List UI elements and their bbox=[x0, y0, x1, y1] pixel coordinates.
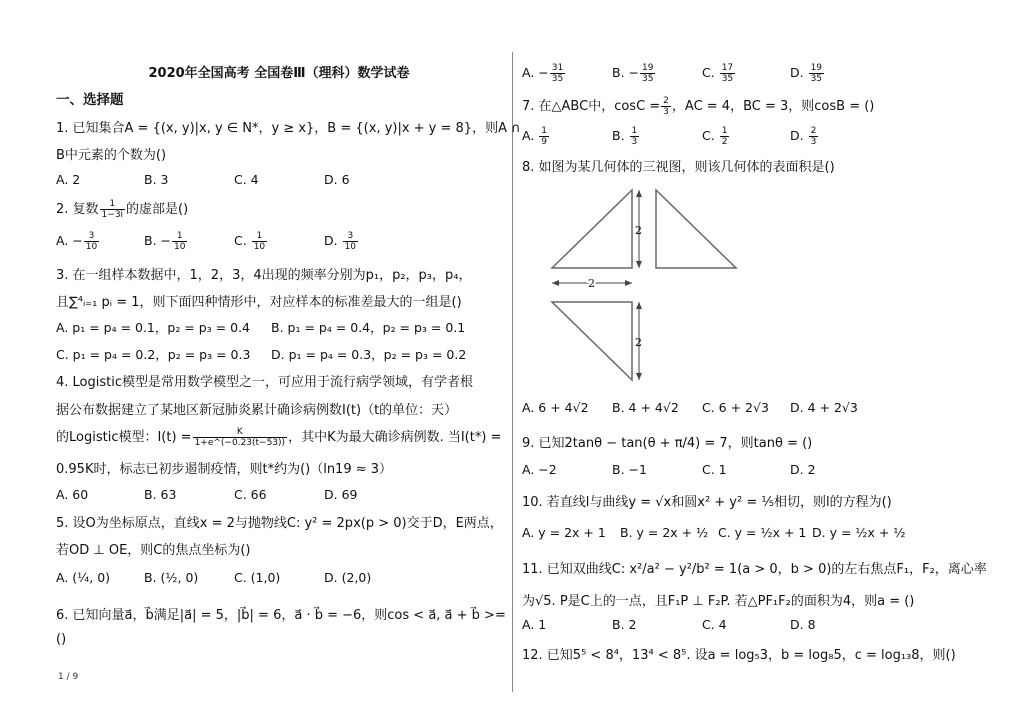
arrow-down-icon bbox=[636, 373, 642, 380]
q4-option-b[interactable]: B. 63 bbox=[144, 487, 177, 502]
q5-line1: 5. 设O为坐标原点，直线x = 2与抛物线C: y² = 2px(p > 0)交于D，E两点， bbox=[56, 516, 503, 531]
q3-line2: 且∑⁴ᵢ₌₁ pᵢ = 1，则下面四种情形中，对应样本的标准差最大的一组是() bbox=[56, 295, 462, 310]
q3-option-b[interactable]: B. p₁ = p₄ = 0.4，p₂ = p₃ = 0.1 bbox=[271, 320, 466, 335]
q2-fraction: $\frac{1}{1-3i}$ bbox=[101, 199, 124, 220]
q1-line1: 1. 已知集合A = {(x, y)|x, y ∈ N*，y ≥ x}，B = {(x, y)|x + y = 8}，则A ∩ bbox=[56, 121, 521, 136]
q2-option-d[interactable]: D. $\frac{3}{10}$ bbox=[324, 231, 357, 252]
q5-line2: 若OD ⊥ OE，则C的焦点坐标为() bbox=[56, 543, 251, 558]
q10-line: 10. 若直线l与曲线y = √x和圆x² + y² = ⅕相切，则l的方程为() bbox=[522, 495, 892, 510]
q8-line: 8. 如图为某几何体的三视图，则该几何体的表面积是() bbox=[522, 160, 835, 175]
q9-option-b[interactable]: B. −1 bbox=[612, 462, 647, 477]
q3-line1: 3. 在一组样本数据中，1，2，3，4出现的频率分别为p₁，p₂，p₃，p₄， bbox=[56, 268, 472, 283]
q6-option-d[interactable]: D. $\frac{19}{35}$ bbox=[790, 63, 823, 84]
q9-line: 9. 已知2tanθ − tan(θ + π/4) = 7，则tanθ = () bbox=[522, 436, 813, 451]
q8-option-b[interactable]: B. 4 + 4√2 bbox=[612, 400, 679, 415]
dim-label-front: 2 bbox=[635, 224, 642, 237]
arrow-left-icon bbox=[552, 280, 559, 286]
q11-line1: 11. 已知双曲线C: x²/a² − y²/b² = 1(a > 0，b > 0)的左右焦点F₁，F₂，离心率 bbox=[522, 562, 987, 577]
q5-option-a[interactable]: A. (¼, 0) bbox=[56, 570, 111, 585]
q4-option-a[interactable]: A. 60 bbox=[56, 487, 89, 502]
arrow-right-icon bbox=[625, 280, 632, 286]
arrow-up-icon bbox=[636, 190, 642, 197]
side-view-triangle bbox=[656, 190, 736, 268]
q10-option-d[interactable]: D. y = ½x + ½ bbox=[812, 525, 906, 540]
dim-label-top-view: 2 bbox=[635, 336, 642, 349]
q3-option-c[interactable]: C. p₁ = p₄ = 0.2，p₂ = p₃ = 0.3 bbox=[56, 347, 251, 362]
q6-option-a[interactable]: A. − $\frac{31}{35}$ bbox=[522, 63, 564, 84]
q10-option-a[interactable]: A. y = 2x + 1 bbox=[522, 525, 606, 540]
q1-line2: B中元素的个数为() bbox=[56, 148, 167, 163]
q10-option-b[interactable]: B. y = 2x + ½ bbox=[620, 525, 709, 540]
q7-option-c[interactable]: C. $\frac{1}{2}$ bbox=[702, 126, 728, 147]
q8-option-a[interactable]: A. 6 + 4√2 bbox=[522, 400, 589, 415]
q11-line2: 为√5. P是C上的一点，且F₁P ⊥ F₂P. 若△PF₁F₂的面积为4，则a = () bbox=[522, 594, 915, 609]
q3-option-d[interactable]: D. p₁ = p₄ = 0.3，p₂ = p₃ = 0.2 bbox=[271, 347, 467, 362]
q11-option-d[interactable]: D. 8 bbox=[790, 617, 816, 632]
q2-option-c[interactable]: C. $\frac{1}{10}$ bbox=[234, 231, 266, 252]
q10-option-c[interactable]: C. y = ½x + 1 bbox=[718, 525, 807, 540]
q4-fraction: $\frac{K}{1+e\^{}(-0.23(t-53))}$ bbox=[194, 427, 286, 448]
q7-option-d[interactable]: D. $\frac{2}{3}$ bbox=[790, 126, 817, 147]
q1-option-a[interactable]: A. 2 bbox=[56, 172, 81, 187]
q7-line bbox=[522, 95, 874, 117]
q7-post: ，AC = 4，BC = 3，则cosB = () bbox=[671, 99, 875, 114]
q1-option-d[interactable]: D. 6 bbox=[324, 172, 350, 187]
q9-option-c[interactable]: C. 1 bbox=[702, 462, 727, 477]
section-heading: 一、选择题 bbox=[56, 92, 124, 108]
q7-option-b[interactable]: B. $\frac{1}{3}$ bbox=[612, 126, 638, 147]
right-column bbox=[522, 0, 992, 723]
page-number: 1 / 9 bbox=[58, 672, 79, 682]
q11-option-b[interactable]: B. 2 bbox=[612, 617, 637, 632]
q7-option-a[interactable]: A. $\frac{1}{9}$ bbox=[522, 126, 548, 147]
q2-line bbox=[56, 198, 188, 220]
q4-option-d[interactable]: D. 69 bbox=[324, 487, 358, 502]
q6-option-b[interactable]: B. − $\frac{19}{35}$ bbox=[612, 63, 654, 84]
front-view-triangle bbox=[552, 190, 632, 268]
q11-option-a[interactable]: A. 1 bbox=[522, 617, 547, 632]
arrow-up-icon bbox=[636, 302, 642, 309]
arrow-down-icon bbox=[636, 261, 642, 268]
column-divider bbox=[512, 52, 513, 692]
q11-option-c[interactable]: C. 4 bbox=[702, 617, 727, 632]
q4-line3 bbox=[56, 426, 501, 448]
dim-label-bottom: 2 bbox=[588, 277, 595, 290]
q1-option-b[interactable]: B. 3 bbox=[144, 172, 169, 187]
q2-pre: 2. 复数 bbox=[56, 202, 99, 217]
top-view-triangle bbox=[552, 302, 632, 380]
q4-line3-pre: 的Logistic模型：I(t) = bbox=[56, 430, 192, 445]
q4-line4: 0.95K时，标志已初步遏制疫情，则t*约为()（ln19 ≈ 3） bbox=[56, 462, 393, 477]
q3-option-a[interactable]: A. p₁ = p₄ = 0.1，p₂ = p₃ = 0.4 bbox=[56, 320, 251, 335]
q4-line3-post: ，其中K为最大确诊病例数. 当I(t*) = bbox=[288, 430, 502, 445]
q12-line: 12. 已知5⁵ < 8⁴，13⁴ < 8⁵. 设a = log₅3，b = log₈5，c = log₁₃8，则() bbox=[522, 648, 956, 663]
q7-pre: 7. 在△ABC中，cosC = bbox=[522, 99, 661, 114]
q7-fraction: $\frac{2}{3}$ bbox=[663, 96, 669, 117]
three-view-figure bbox=[542, 180, 742, 385]
q5-option-c[interactable]: C. (1,0) bbox=[234, 570, 281, 585]
q8-option-c[interactable]: C. 6 + 2√3 bbox=[702, 400, 769, 415]
q9-option-a[interactable]: A. −2 bbox=[522, 462, 557, 477]
q2-option-a[interactable]: A. − $\frac{3}{10}$ bbox=[56, 231, 98, 252]
q2-option-b[interactable]: B. − $\frac{1}{10}$ bbox=[144, 231, 186, 252]
page-title: 2020年全国高考 全国卷Ⅲ（理科）数学试卷 bbox=[148, 66, 410, 81]
left-column bbox=[56, 0, 521, 723]
q4-line2: 据公布数据建立了某地区新冠肺炎累计确诊病例数I(t)（t的单位：天） bbox=[56, 403, 458, 418]
q9-option-d[interactable]: D. 2 bbox=[790, 462, 816, 477]
q5-option-b[interactable]: B. (½, 0) bbox=[144, 570, 199, 585]
q6-line2: () bbox=[56, 632, 67, 647]
q4-line1: 4. Logistic模型是常用数学模型之一，可应用于流行病学领域，有学者根 bbox=[56, 375, 473, 390]
q5-option-d[interactable]: D. (2,0) bbox=[324, 570, 372, 585]
q1-option-c[interactable]: C. 4 bbox=[234, 172, 259, 187]
q2-post: 的虚部是() bbox=[126, 202, 189, 217]
q8-option-d[interactable]: D. 4 + 2√3 bbox=[790, 400, 858, 415]
q6-option-c[interactable]: C. $\frac{17}{35}$ bbox=[702, 63, 734, 84]
q4-option-c[interactable]: C. 66 bbox=[234, 487, 267, 502]
q6-line1: 6. 已知向量a⃗，b⃗满足|a⃗| = 5，|b⃗| = 6，a⃗ · b⃗ = −6，则cos < a⃗, a⃗ + b⃗ >= bbox=[56, 608, 506, 623]
